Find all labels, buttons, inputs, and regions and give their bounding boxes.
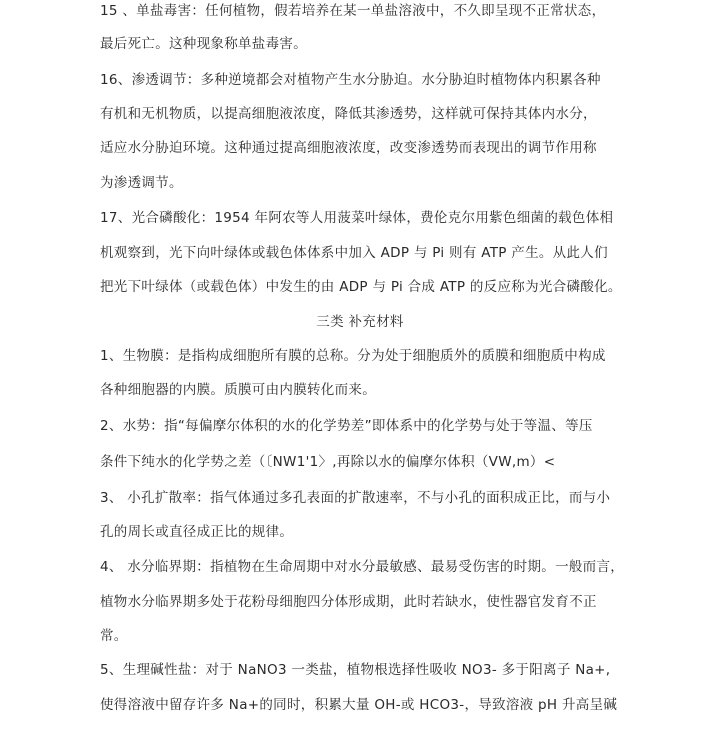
text-line: 常。 — [100, 628, 128, 644]
text-line: 5、生理碱性盐：对于 NaNO3 一类盐，植物根选择性吸收 NO3- 多于阳离子 Na+, — [100, 662, 611, 678]
text-line: 最后死亡。这种现象称单盐毒害。 — [100, 36, 307, 52]
text-line: 4、 水分临界期：指植物在生命周期中对水分最敏感、最易受伤害的时期。一般而言， — [100, 559, 625, 575]
text-line: 机观察到，光下向叶绿体或载色体体系中加入 ADP 与 Pi 则有 ATP 产生。从此人们 — [100, 245, 608, 261]
text-line: 有机和无机物质，以提高细胞液浓度，降低其渗透势，这样就可保持其体内水分， — [100, 106, 597, 122]
text-line: 3、 小孔扩散率：指气体通过多孔表面的扩散速率，不与小孔的面积成正比，而与小 — [100, 490, 611, 506]
text-line: 条件下纯水的化学势之差（〔NW1'1〉,再除以水的偏摩尔体积（VW,m）< — [100, 454, 556, 470]
text-line: 植物水分临界期多处于花粉母细胞四分体形成期，此时若缺水，使性器官发育不正 — [100, 594, 597, 610]
section-heading: 三类 补充材料 — [316, 314, 404, 330]
text-line: 1、生物膜：是指构成细胞所有膜的总称。分为处于细胞质外的质膜和细胞质中构成 — [100, 348, 606, 364]
text-line: 为渗透调节。 — [100, 175, 183, 191]
text-line: 2、水势：指“每偏摩尔体积的水的化学势差”即体系中的化学势与处于等温、等压 — [100, 418, 593, 434]
text-line: 17、光合磷酸化：1954 年阿农等人用菠菜叶绿体，费伦克尔用紫色细菌的载色体相 — [100, 210, 614, 226]
text-line: 16、渗透调节：多种逆境都会对植物产生水分胁迫。水分胁迫时植物体内积累各种 — [100, 72, 601, 88]
text-line: 适应水分胁迫环境。这种通过提高细胞液浓度，改变渗透势而表现出的调节作用称 — [100, 140, 597, 156]
text-line: 把光下叶绿体（或载色体）中发生的由 ADP 与 Pi 合成 ATP 的反应称为光合磷酸化。 — [100, 279, 622, 295]
text-line: 15 、单盐毒害：任何植物，假若培养在某一单盐溶液中，不久即呈现不正常状态， — [100, 3, 606, 19]
text-line: 各种细胞器的内膜。质膜可由内膜转化而来。 — [100, 382, 376, 398]
text-line: 孔的周长或直径成正比的规律。 — [100, 524, 294, 540]
text-line: 使得溶液中留存许多 Na+的同时，积累大量 OH-或 HCO3-，导致溶液 pH 升高呈碱 — [100, 697, 618, 713]
